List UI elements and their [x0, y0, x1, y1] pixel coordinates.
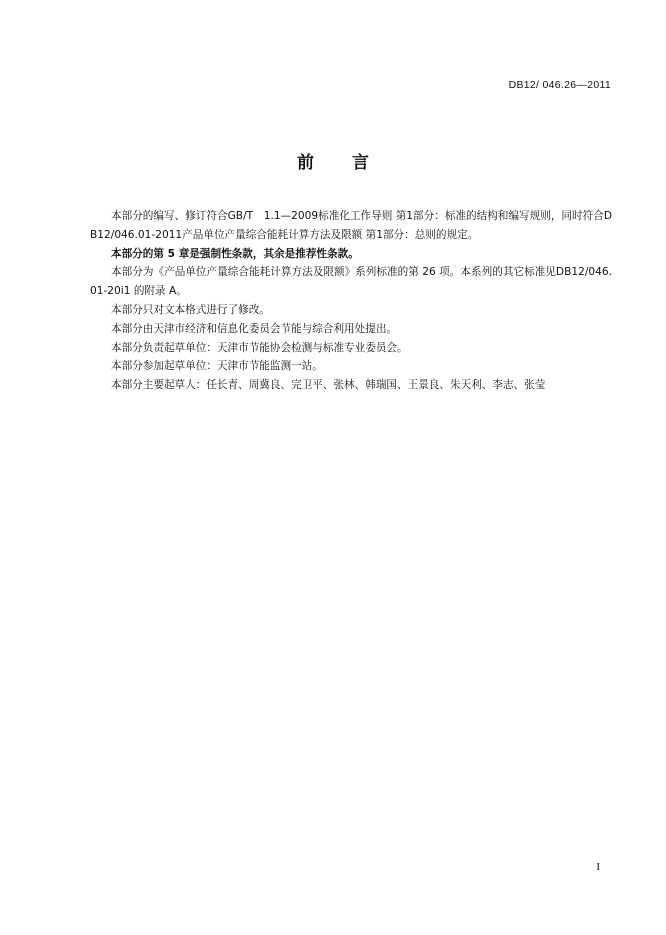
page-title: 前言 — [297, 153, 407, 173]
paragraph-proposer: 本部分由天津市经济和信息化委员会节能与综合利用处提出。 — [111, 322, 398, 335]
paragraph-participating-drafter: 本部分参加起草单位：天津市节能监测一站。 — [111, 360, 323, 373]
page-number: I — [596, 861, 600, 873]
paragraph-mandatory-clauses: 本部分的第 5 章是强制性条款，其余是推荐性条款。 — [111, 247, 359, 260]
paragraph-compliance: 本部分的编写、修订符合GB/T 1.1—2009标准化工作导则 第1部分：标准的结构和编写规则，同时符合DB12/046.01-2011产品单位产量综合能耗计算方法及限额 第1部分：总则的规定。 — [90, 210, 612, 241]
document-code: DB12/ 046.26—2011 — [508, 79, 611, 91]
paragraph-main-drafters: 本部分主要起草人：任长青、周冀良、完卫平、张林、韩瑞国、王景良、朱天利、李志、张莹 — [111, 379, 546, 392]
foreword-body — [90, 207, 612, 395]
paragraph-series: 本部分为《产品单位产量综合能耗计算方法及限额》系列标准的第 26 项。本系列的其它标准见DB12/046.01-20i1 的附录 A。 — [90, 266, 612, 298]
paragraph-lead-drafter: 本部分负责起草单位：天津市节能协会检测与标准专业委员会。 — [111, 341, 408, 354]
paragraph-format-changes: 本部分只对文本格式进行了修改。 — [111, 303, 270, 316]
